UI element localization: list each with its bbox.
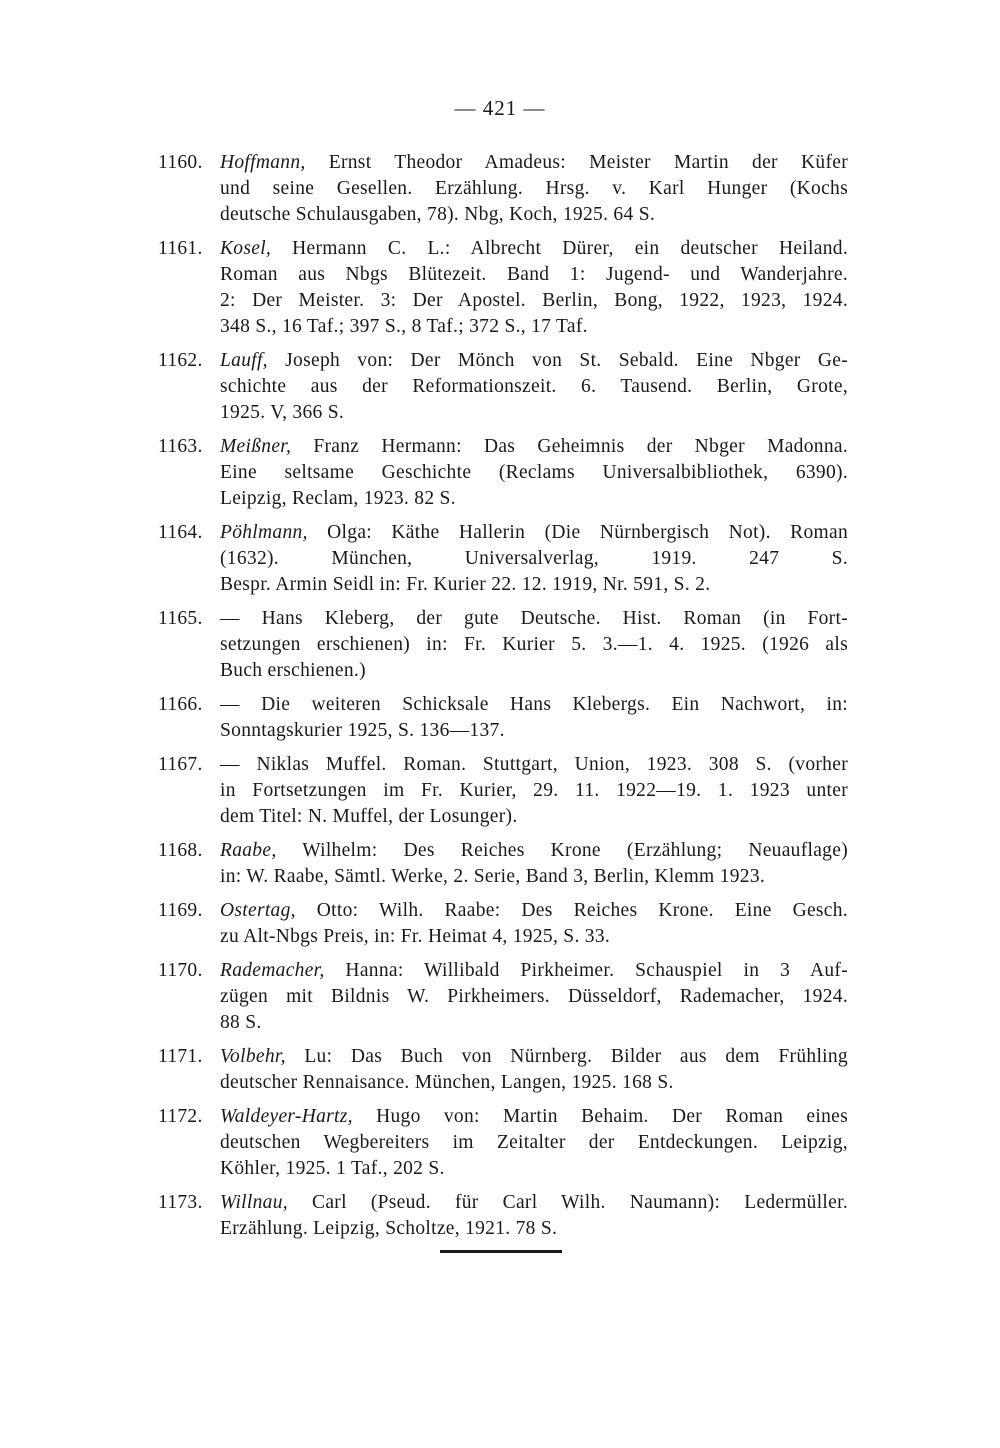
entry-text: Joseph von: Der Mönch von St. Sebald. Eine Nbger Ge- [267,350,848,371]
entry-text: 348 S., 16 Taf.; 397 S., 8 Taf.; 372 S., 17 Taf. [220,316,588,337]
entry-text: Buch erschienen.) [220,660,366,681]
entry-author: Willnau, [220,1192,288,1213]
entry-text: 88 S. [220,1012,262,1033]
entry-number: 1160. [158,152,203,173]
bibliography-entry [158,838,848,890]
entry-line [220,838,848,864]
entry-line [220,898,848,924]
entry-author: Waldeyer-Hartz, [220,1106,353,1127]
entry-line [220,1190,848,1216]
entry-text: Hugo von: Martin Behaim. Der Roman eines [352,1106,848,1127]
entry-number: 1164. [158,522,203,543]
entry-text: Sonntagskurier 1925, S. 136—137. [220,720,505,741]
entry-text: (1632). München, Universalverlag, 1919. 247 S. [220,548,848,569]
entry-line [220,572,848,598]
entry-text: — Hans Kleberg, der gute Deutsche. Hist. Roman (in Fort- [220,608,848,629]
entry-text: zügen mit Bildnis W. Pirkheimers. Düsseldorf, Rademacher, 1924. [220,986,848,1007]
entry-line [220,460,848,486]
entry-text: deutsche Schulausgaben, 78). Nbg, Koch, 1925. 64 S. [220,204,656,225]
entry-text: setzungen erschienen) in: Fr. Kurier 5. 3.—1. 4. 1925. (1926 als [220,634,848,655]
bibliography-entry [158,1190,848,1242]
entry-text: in: W. Raabe, Sämtl. Werke, 2. Serie, Band 3, Berlin, Klemm 1923. [220,866,766,887]
entry-number: 1171. [158,1046,203,1067]
bibliography-entry [158,434,848,512]
entry-line [220,1010,848,1036]
entry-line [220,718,848,744]
entry-number: 1168. [158,840,203,861]
entry-line [220,864,848,890]
entry-line [220,546,848,572]
entry-text: 2: Der Meister. 3: Der Apostel. Berlin, Bong, 1922, 1923, 1924. [220,290,848,311]
entry-line [220,1104,848,1130]
entry-text: in Fortsetzungen im Fr. Kurier, 29. 11. 1922—19. 1. 1923 unter [220,780,848,801]
entry-text: Köhler, 1925. 1 Taf., 202 S. [220,1158,445,1179]
entry-author: Raabe, [220,840,277,861]
entry-line [220,606,848,632]
entry-author: Lauff, [220,350,268,371]
entry-author: Ostertag, [220,900,296,921]
bibliography-entry [158,1044,848,1096]
bibliography-list [158,150,848,1250]
entry-number: 1169. [158,900,203,921]
entry-line [220,202,848,228]
entry-author: Rademacher, [220,960,325,981]
entry-line [220,658,848,684]
entry-text: dem Titel: N. Muffel, der Losunger). [220,806,518,827]
entry-text: zu Alt-Nbgs Preis, in: Fr. Heimat 4, 1925, S. 33. [220,926,611,947]
entry-line [220,958,848,984]
entry-number: 1165. [158,608,203,629]
entry-text: Olga: Käthe Hallerin (Die Nürnbergisch Not). Roman [307,522,848,543]
entry-author: Kosel, [220,238,272,259]
entry-text: Wilhelm: Des Reiches Krone (Erzählung; Neuauflage) [276,840,848,861]
entry-line [220,434,848,460]
entry-text: Otto: Wilh. Raabe: Des Reiches Krone. Eine Gesch. [295,900,848,921]
entry-text: schichte aus der Reformationszeit. 6. Tausend. Berlin, Grote, [220,376,848,397]
entry-text: Ernst Theodor Amadeus: Meister Martin der Küfer [305,152,848,173]
entry-author: Volbehr, [220,1046,286,1067]
bibliography-entry [158,1104,848,1182]
entry-line [220,236,848,262]
entry-line [220,150,848,176]
entry-text: Lu: Das Buch von Nürnberg. Bilder aus dem Frühling [285,1046,848,1067]
page-number: — 421 — [454,96,546,120]
bibliography-entry [158,752,848,830]
bibliography-entry [158,236,848,340]
entry-number: 1163. [158,436,203,457]
entry-line [220,632,848,658]
entry-line [220,400,848,426]
entry-text: Carl (Pseud. für Carl Wilh. Naumann): Ledermüller. [287,1192,848,1213]
entry-number: 1166. [158,694,203,715]
entry-line [220,804,848,830]
entry-number: 1161. [158,238,203,259]
entry-line [220,1130,848,1156]
entry-line [220,752,848,778]
entry-text: — Niklas Muffel. Roman. Stuttgart, Union, 1923. 308 S. (vorher [220,754,848,775]
entry-line [220,348,848,374]
entry-line [220,520,848,546]
bibliography-entry [158,520,848,598]
entry-author: Pöhlmann, [220,522,308,543]
entry-text: Leipzig, Reclam, 1923. 82 S. [220,488,456,509]
entry-number: 1162. [158,350,203,371]
bibliography-entry [158,692,848,744]
entry-line [220,374,848,400]
entry-line [220,288,848,314]
entry-line [220,984,848,1010]
entry-text: Bespr. Armin Seidl in: Fr. Kurier 22. 12. 1919, Nr. 591, S. 2. [220,574,711,595]
bibliography-entry [158,150,848,228]
entry-text: Eine seltsame Geschichte (Reclams Universalbibliothek, 6390). [220,462,848,483]
entry-line [220,1070,848,1096]
entry-line [220,262,848,288]
entry-line [220,692,848,718]
entry-text: und seine Gesellen. Erzählung. Hrsg. v. Karl Hunger (Kochs [220,178,848,199]
entry-line [220,314,848,340]
entry-line [220,486,848,512]
bibliography-entry [158,348,848,426]
end-rule [440,1250,562,1253]
entry-text: — Die weiteren Schicksale Hans Klebergs. Ein Nachwort, in: [220,694,848,715]
entry-number: 1167. [158,754,203,775]
entry-text: Roman aus Nbgs Blütezeit. Band 1: Jugend- und Wanderjahre. [220,264,848,285]
entry-author: Hoffmann, [220,152,306,173]
entry-number: 1173. [158,1192,203,1213]
entry-line [220,1044,848,1070]
entry-line [220,176,848,202]
entry-text: Erzählung. Leipzig, Scholtze, 1921. 78 S. [220,1218,558,1239]
entry-text: deutschen Wegbereiters im Zeitalter der Entdeckungen. Leipzig, [220,1132,848,1153]
bibliography-entry [158,898,848,950]
entry-line [220,1216,848,1242]
entry-text: Franz Hermann: Das Geheimnis der Nbger Madonna. [291,436,848,457]
entry-author: Meißner, [220,436,292,457]
entry-number: 1170. [158,960,203,981]
entry-line [220,924,848,950]
entry-text: Hanna: Willibald Pirkheimer. Schauspiel in 3 Auf- [324,960,848,981]
entry-text: deutscher Rennaisance. München, Langen, 1925. 168 S. [220,1072,674,1093]
entry-text: Hermann C. L.: Albrecht Dürer, ein deutscher Heiland. [271,238,848,259]
bibliography-entry [158,958,848,1036]
entry-line [220,1156,848,1182]
entry-line [220,778,848,804]
bibliography-entry [158,606,848,684]
entry-text: 1925. V, 366 S. [220,402,345,423]
entry-number: 1172. [158,1106,203,1127]
